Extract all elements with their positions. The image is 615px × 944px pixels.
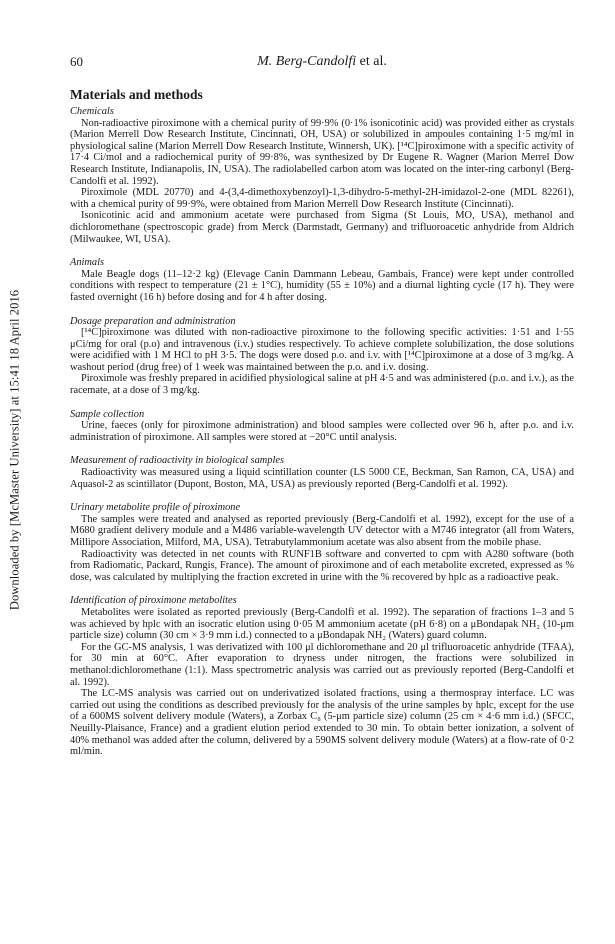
subsection-heading: Chemicals: [70, 106, 114, 117]
subsection-urinary-profile: [70, 502, 574, 583]
page-header: [70, 54, 574, 70]
subsection-radioactivity: [70, 455, 574, 490]
subsection-heading: Animals: [70, 257, 105, 269]
article-body: [70, 87, 574, 758]
section-title: Materials and methods: [70, 87, 203, 102]
paragraph: Piroximole (MDL 20770) and 4-(3,4-dimethoxybenzoyl)-1,3-dihydro-5-methyl-2H-imidazol-2-one (MDL 82261), with a chemical purity of 99·9%, were obtained from Marion Merrell Dow Research Institute (Cincinnati).: [70, 187, 574, 210]
paragraph: Piroximole was freshly prepared in acidified physiological saline at pH 4·5 and was administered (p.o. and i.v.), as the racemate, at a dose of 3 mg/kg.: [70, 373, 574, 397]
paragraph: [¹⁴C]piroximone was diluted with non-radioactive piroximone to the following specific activities: 1·51 and 1·55 μCi/mg for oral (p.o) and intravenous (i.v.) studies respectively. To achieve complete solubilization, the dose solutions were acidified with 1 M HCl to pH 3·5. The dogs were dosed p.o. and i.v. with [¹⁴C]piroximone at a dose of 3 mg/kg. A washout period (drug free) of 1 week was maintained between the p.o. and i.v. dosing.: [70, 327, 574, 373]
subsection-sample-collection: [70, 409, 574, 444]
running-head-suffix: et al.: [356, 54, 387, 69]
subsection-heading: Sample collection: [70, 408, 145, 420]
paragraph: Urine, faeces (only for piroximone administration) and blood samples were collected over 96 h, after p.o. and i.v. administration of piroximone. All samples were stored at −20°C until analysis.: [70, 420, 574, 443]
paragraph: For the GC-MS analysis, 1 was derivatized with 100 μl dichloromethane and 20 μl trifluoroacetic anhydride (TFAA), for 30 min at 60°C. After evaporation to dryness under nitrogen, the fractions were solubilized in methanol:dichloromethane (1:1). Mass spectrometric analysis was carried out as previously reported (Berg-Candolfi et al. 1992).: [70, 641, 574, 688]
paragraph: Male Beagle dogs (11–12·2 kg) (Elevage Canin Dammann Lebeau, Gambais, France) were kept under controlled conditions with respect to temperature (21 ± 1°C), humidity (55 ± 10%) and a diurnal lighting cycle (17 h). They were fasted overnight (16 h) before dosing and for 4 h after dosing.: [70, 268, 574, 303]
running-head: [70, 54, 574, 70]
paragraph: The LC-MS analysis was carried out on underivatized isolated fractions, using a thermospray interface. LC was carried out using the conditions as described previously for the analysis of the urine samples by hplc, except for the use of a 600MS solvent delivery module (Waters), a Zorbax C₈ (5-μm particle size) column (25 cm × 4·6 mm i.d.) (SFCC, Neuilly-Plaisance, France) and a gradient elution period extended to 30 min. To obtain better ionization, a solvent of 40% methanol was added after the column, delivered by a 590MS solvent delivery module (Waters) at a flow-rate of 0·2 ml/min.: [70, 688, 574, 758]
subsection-heading: Measurement of radioactivity in biological samples: [70, 455, 285, 467]
download-watermark: [2, 258, 28, 642]
paragraph: Radioactivity was measured using a liquid scintillation counter (LS 5000 CE, Beckman, San Ramon, CA, USA) and Aquasol-2 as scintillator (Dupont, Boston, MA, USA) as previously reported (Berg-Candolfi et al. 1992).: [70, 467, 574, 490]
paragraph: The samples were treated and analysed as reported previously (Berg-Candolfi et al. 1992), except for the use of a M680 gradient delivery module and a M486 variable-wavelength UV detector with a M746 integrator (all from Waters, Millipore Association, Milford, MA, USA). Tetrabutylammonium acetate was also absent from the mobile phase.: [70, 513, 574, 548]
paragraph: Radioactivity was detected in net counts with RUNF1B software and converted to cpm with A280 software (both from Radiomatic, Packard, Rungis, France). The amount of piroximone and of each metabolite excreted, expressed as % dose, was calculated by multiplying the fraction excreted in urine with the % recovered by hplc as a radioactive peak.: [70, 548, 574, 583]
paragraph: Isonicotinic acid and ammonium acetate were purchased from Sigma (St Louis, MO, USA), methanol and dichloromethane (spectroscopic grade) from Merck (Darmstadt, Germany) and trifluoroacetic anhydride from Aldrich (Milwaukee, WI, USA).: [70, 210, 574, 245]
subsection-heading: Dosage preparation and administration: [70, 315, 236, 327]
download-watermark-text: Downloaded by [McMaster University] at 15:41 18 April 2016: [7, 289, 22, 611]
subsection-dosage: [70, 316, 574, 397]
running-head-author: M. Berg-Candolfi: [257, 54, 357, 69]
subsection-heading: Urinary metabolite profile of piroximone: [70, 502, 241, 514]
subsection-chemicals: [70, 106, 574, 245]
paragraph: Metabolites were isolated as reported previously (Berg-Candolfi et al. 1992). The separation of fractions 1–3 and 5 was achieved by hplc with an isocratic elution using 0·05 M ammonium acetate (pH 6·8) on a μBondapak NH₂ (10-μm particle size) column (30 cm × 3·9 mm i.d.) connected to a μBondapak NH₂ (Waters) guard column.: [70, 606, 574, 642]
subsection-heading: Identification of piroximone metabolites: [70, 595, 237, 607]
subsection-identification: [70, 595, 574, 757]
paragraph: Non-radioactive piroximone with a chemical purity of 99·9% (0·1% isonicotinic acid) was provided either as crystals (Marion Merrell Dow Research Institute, Cincinnati, OH, USA) or solubilized in ampoules containing 1·5 mg/ml in physiological saline (Marion Merrell Dow Research Institute, Winnersh, UK). [¹⁴C]piroximone with a specific activity of 17·4 Ci/mol and a radiochemical purity of 99·8%, was synthesized by Dr Eugene R. Wagner (Marion Merrel Dow Research Institute, Indianapolis, IN, USA). The radiolabelled carbon atom was located on the inter-ring carbonyl (Berg-Candolfi et al. 1992).: [70, 117, 574, 187]
subsection-animals: [70, 257, 574, 303]
page-number: 60: [70, 54, 83, 69]
